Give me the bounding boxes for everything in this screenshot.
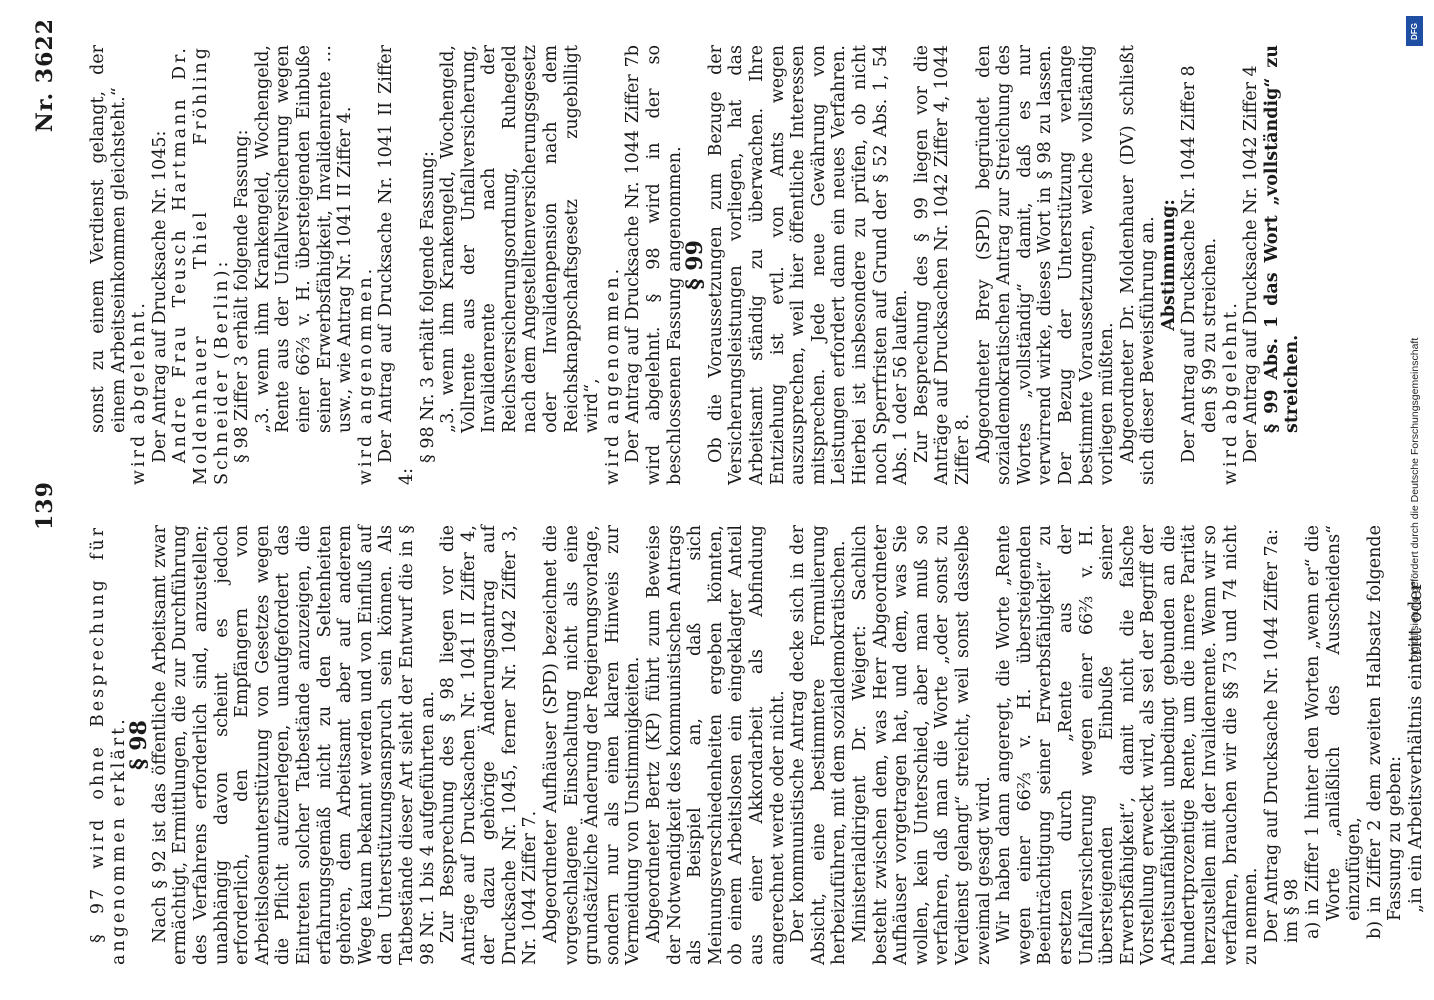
funding-notice: Digitalisierung gefördert durch die Deutsche Forschungsgemeinschaft (1409, 337, 1421, 663)
list-item-b: b) in Ziffer 2 dem zweiten Halbsatz folgende Fassung zu geben: (1364, 525, 1406, 939)
paragraph: Wir haben dann angeregt, die Worte „Rente wegen einer 66⅔ v. H. übersteigenden Beeinträchtigung seiner Erwerbsfähigkeit“ zu ersetzen durch „Rente aus der Unfallversicherung wegen einer 66⅔ v. H. übersteigenden Einbuße seiner Erwerbsfähigkeit“, damit nicht die falsche Vorstellung erweckt wird, als sei der Begriff der Arbeitsunfähigkeit unbedingt gebunden an die hundertprozentige Rente, um die innere Parität herzustellen mit der Invalidenrente. Wenn wir so verfahren, brauchen wir die §§ 73 und 74 nicht zu nennen. (994, 525, 1262, 965)
quote: den § 99 zu streichen. (1200, 237, 1221, 433)
quote: „3. wenn ihm Krankengeld, Wochengeld, Rente aus der Unfallversicherung wegen einer 66⅔ v. H. übersteigenden Einbuße seiner Erwerbsfähigkeit, Invalidenrente … usw., wie Antrag Nr. 1041 II Ziffer 4. (252, 45, 356, 433)
left-column (88, 525, 1427, 965)
paragraph: Der Antrag auf Drucksache Nr. 1041 II Ziffer 4: (376, 45, 417, 485)
paragraph: Ob die Voraussetzungen zum Bezuge der Versicherungsleistungen vorliegen, hat das Arbeitsamt ständig zu überwachen. Ihre Entziehung ist evtl. von Amts wegen auszusprechen, weil hier öffentliche Interessen mitsprechen. Jede neue Gewährung von Leistungen erfordert dann ein neues Verfahren. Hierbei ist insbesondere zu prüfen, ob nicht noch Sperrfristen auf Grund der § 52 Abs. 1, 54 Abs. 1 oder 56 laufen. (705, 45, 912, 485)
result-line: wird angenommen. (355, 265, 376, 485)
digitization-sidebar (1402, 8, 1428, 992)
result-line: wird angenommen. (602, 265, 623, 485)
paragraph: Ministerialdirigent Dr. Weigert: Sachlich besteht zwischen dem, was Herr Abgeordneter Aufhäuser vorgetragen hat, und dem, was Sie wollen, kein Unterschied, aber man muß so verfahren, daß man die Worte „oder sonst zu Verdienst gelangt“ streicht, weil sonst dasselbe zweimal gesagt wird. (849, 525, 994, 965)
paragraph: Abgeordneter Aufhäuser (SPD) bezeichnet die vorgeschlagene Einschaltung nicht als eine grundsätzliche Änderung der Regierungsvorlage, sondern nur als einen klaren Hinweis zur Vermeidung von Unstimmigkeiten. (541, 525, 644, 965)
vote-heading: Abstimmung: (1158, 199, 1179, 331)
paragraph: § 97 wird ohne Besprechung für angenommen erklärt. (88, 525, 129, 965)
signatories: Andre Frau Teusch Hartmann Dr. Moldenhauer Thiel Fröhling Schneider (Berlin): (170, 45, 232, 485)
section-heading-99: § 99 (682, 240, 709, 290)
quote: § 99 Abs. 1 das Wort „vollständig“ zu streichen. (1261, 45, 1303, 433)
paragraph: Zur Besprechung des § 99 liegen vor die Anträge auf Drucksachen Nr. 1042 Ziffer 4, 1044 Ziffer 8. (911, 45, 973, 485)
right-column (88, 45, 1303, 485)
paragraph: Der kommunistische Antrag decke sich in der Absicht, eine bestimmtere Formulierung herbeizuführen, mit dem sozialdemokratischen. (788, 525, 850, 965)
document-number: Nr. 3622 (32, 18, 58, 133)
paragraph: Der Antrag auf Drucksache Nr. 1042 Ziffer 4 (1241, 65, 1262, 463)
quote: „in ein Arbeitsverhältnis eintritt oder (1406, 581, 1426, 913)
list-item-a: a) in Ziffer 1 hinter den Worten „wenn er“ die Worte „anläßlich des Ausscheidens“ einzufügen, (1303, 525, 1365, 939)
result-line: wird abgelehnt. (1220, 300, 1241, 485)
paragraph: Der Antrag auf Drucksache Nr. 1044 Ziffer 7a: (1261, 529, 1282, 943)
quote: sonst zu einem Verdienst gelangt, der einem Arbeitseinkommen gleichsteht.“ (88, 45, 129, 433)
paragraph: Zur Besprechung des § 98 liegen vor die Anträge auf Drucksachen Nr. 1041 II Ziffer 4, der dazu gehörige Änderungsantrag auf Drucksache Nr. 1045, ferner Nr. 1042 Ziffer 3, Nr. 1044 Ziffer 7. (438, 525, 541, 965)
dfg-logo-text: DFG (1409, 22, 1419, 40)
paragraph: im § 98 (1282, 878, 1303, 943)
paragraph: Abgeordneter Bertz (KP) führt zum Beweise der Notwendigkeit des kommunistischen Antrags als Beispiel an, daß sich Meinungsverschiedenheiten ergeben könnten, ob einem Arbeitslosen ein eingeklagter Anteil aus einer Akkordarbeit als Abfindung angerechnet werde oder nicht. (644, 525, 788, 965)
section-heading-98: § 98 (126, 720, 153, 770)
paragraph: Der Antrag auf Drucksache Nr. 1045: (149, 130, 170, 463)
result-line: wird abgelehnt. (129, 300, 150, 485)
page-number: 139 (32, 481, 58, 530)
paragraph: Abgeordneter Brey (SPD) begründet den sozialdemokratischen Antrag zur Streichung des Wortes „vollständig“ damit, daß es nur verwirrend wirke, dieses Wort in § 98 zu lassen. Der Bezug der Unterstützung verlange bestimmte Voraussetzungen, welche vollständig vorliegen müßten. (973, 45, 1118, 485)
paragraph: Der Antrag auf Drucksache Nr. 1044 Ziffer 7b wird abgelehnt. § 98 wird in der so beschlossenen Fassung angenommen. (623, 45, 685, 485)
paragraph: Abgeordneter Dr. Moldenhauer (DV) schließt sich dieser Beweisführung an. (1117, 45, 1159, 485)
paragraph: § 98 Ziffer 3 erhält folgende Fassung: (232, 129, 253, 463)
dfg-logo-icon (1406, 16, 1423, 46)
paragraph: Der Antrag auf Drucksache Nr. 1044 Ziffer 8 (1179, 65, 1200, 463)
paragraph: Nach § 92 ist das öffentliche Arbeitsamt zwar ermächtigt, Ermittlungen, die zur Durchführung des Verfahrens erforderlich sind, anzustellen; unabhängig davon scheint es jedoch erforderlich, den Empfängern von Arbeitslosenunterstützung von Gesetzes wegen die Pflicht aufzuerlegen, unaufgefordert das Eintreten solcher Tatbestände anzuzeigen, die erfahrungsgemäß nicht zu den Seltenheiten gehören, dem Arbeitsamt aber auf anderem Wege kaum bekannt werden und von Einfluß auf den Unterstützungsanspruch sein können. Als Tatbestände dieser Art sieht der Entwurf die in § 98 Nr. 1 bis 4 aufgeführten an. (149, 525, 438, 965)
quote: „3. wenn ihm Krankengeld, Wochengeld, Vollrente aus der Unfallversicherung, Invalidenrente nach der Reichsversicherungsordnung, Ruhegeld nach dem Angestelltenversicherungsgesetz oder Invalidenpension nach dem Reichsknappschaftsgesetz zugebilligt wird“, (438, 45, 603, 433)
paragraph: § 98 Nr. 3 erhält folgende Fassung: (417, 151, 438, 463)
